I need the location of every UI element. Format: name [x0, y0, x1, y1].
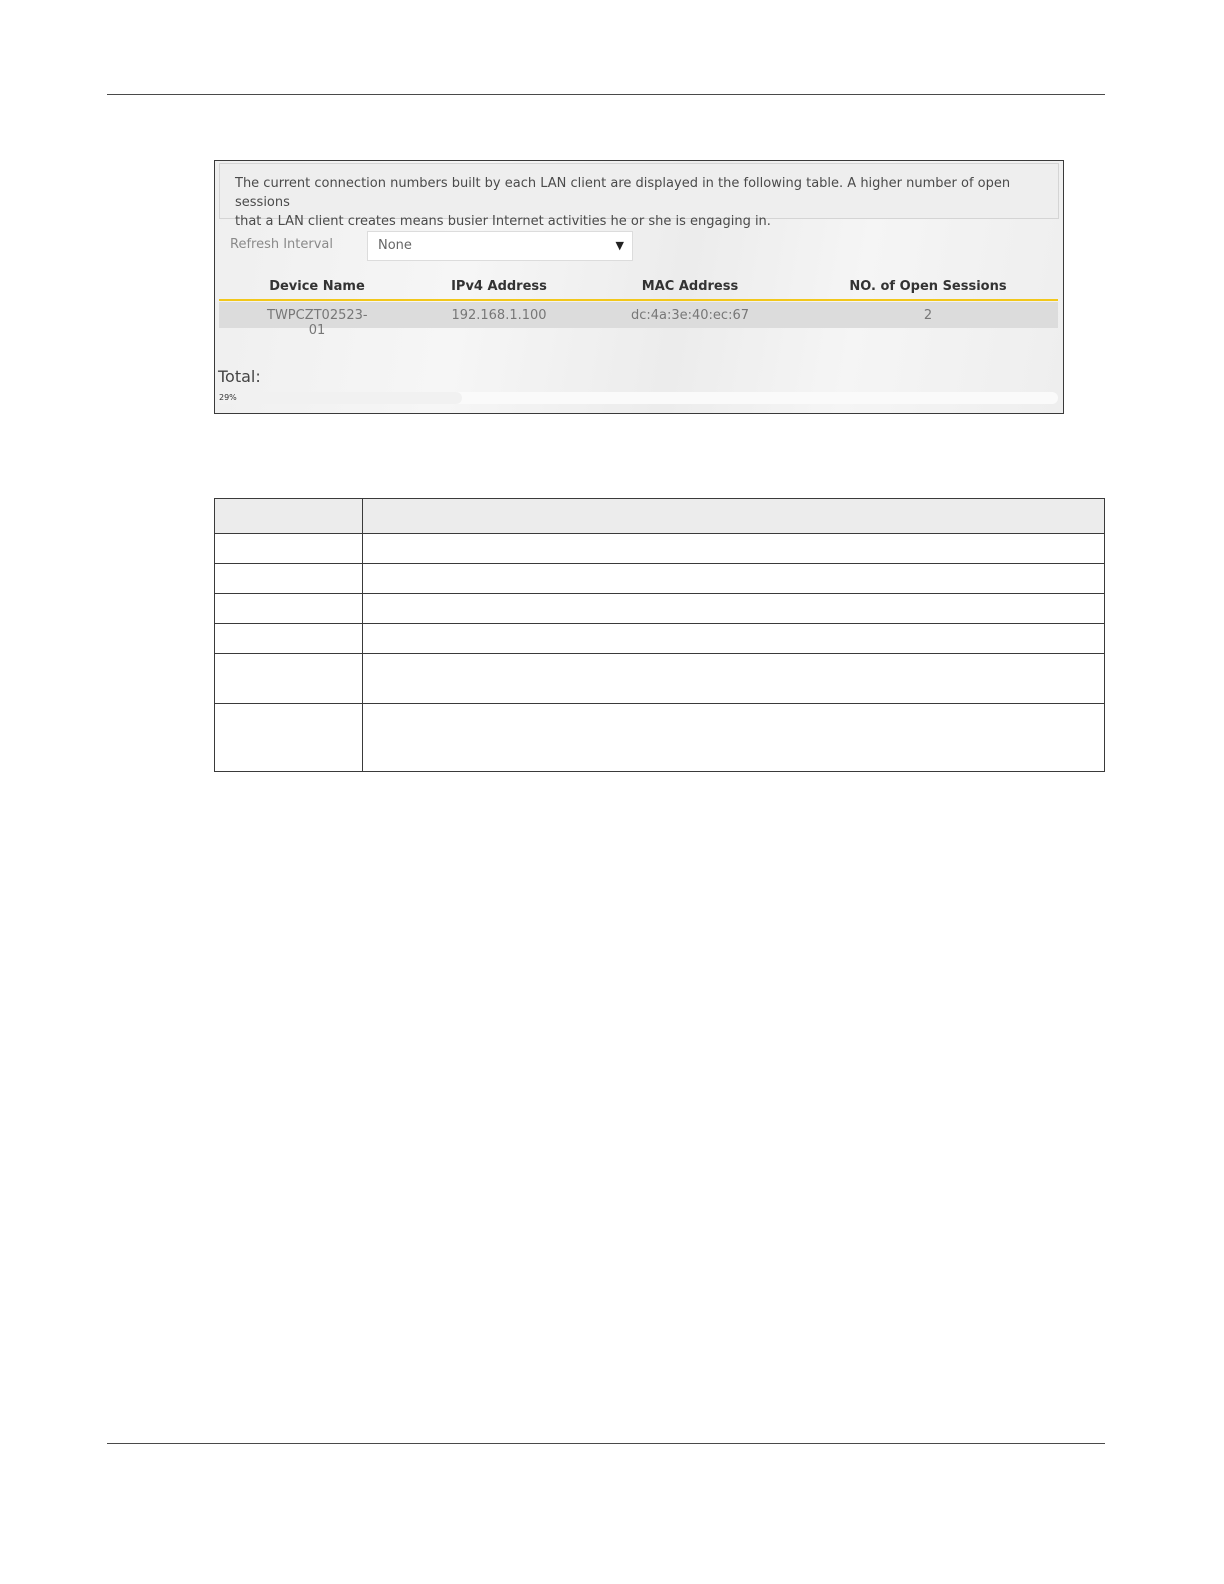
dropdown-arrow-icon[interactable]: ▼: [615, 239, 624, 252]
info-notice: [219, 163, 1059, 229]
cell-open-sessions: 2: [923, 308, 933, 323]
total-progress-bar: [218, 392, 1058, 404]
cell-device-name: TWPCZT02523-01: [267, 308, 368, 338]
table-cell: [363, 704, 1105, 772]
table-cell: [363, 534, 1105, 564]
column-header-open-sessions: NO. of Open Sessions: [849, 279, 1007, 294]
table-header-row: [215, 499, 1105, 534]
column-header-device-name: Device Name: [269, 279, 365, 294]
column-header-mac-address: MAC Address: [641, 279, 739, 294]
table-row: [215, 704, 1105, 772]
cell-ipv4-address: 192.168.1.100: [451, 308, 547, 323]
notice-line-2: that a LAN client creates means busier Internet activities he or she is engaging in.: [235, 214, 771, 229]
table-cell: [363, 499, 1105, 534]
table-cell: [215, 704, 363, 772]
table-cell: [363, 624, 1105, 654]
notice-line-1: The current connection numbers built by each LAN client are displayed in the following table. A higher number of open sessions: [235, 176, 1011, 210]
header-rule: [107, 94, 1105, 95]
cell-mac-address: dc:4a:3e:40:ec:67: [630, 308, 750, 323]
column-header-ipv4-address: IPv4 Address: [451, 279, 547, 294]
refresh-interval-label: Refresh Interval: [230, 237, 334, 252]
footer-rule: [107, 1443, 1105, 1444]
total-progress-fill: [218, 392, 462, 404]
table-row: [215, 534, 1105, 564]
table-cell: [363, 654, 1105, 704]
table-cell: [363, 564, 1105, 594]
refresh-interval-value: None: [378, 238, 412, 253]
table-cell: [363, 594, 1105, 624]
table-cell: [215, 534, 363, 564]
table-row: [215, 654, 1105, 704]
table-row: [215, 624, 1105, 654]
session-monitor-panel: [214, 160, 1064, 414]
table-cell: [215, 654, 363, 704]
refresh-interval-select[interactable]: [367, 231, 633, 261]
table-header-underline: [219, 299, 1058, 301]
table-row: [215, 564, 1105, 594]
table-cell: [215, 499, 363, 534]
table-cell: [215, 624, 363, 654]
table-cell: [215, 564, 363, 594]
total-label: Total:: [218, 367, 261, 386]
table-cell: [215, 594, 363, 624]
total-progress-percent: 29%: [219, 393, 237, 402]
table-row: [215, 594, 1105, 624]
field-description-table: [214, 498, 1105, 772]
